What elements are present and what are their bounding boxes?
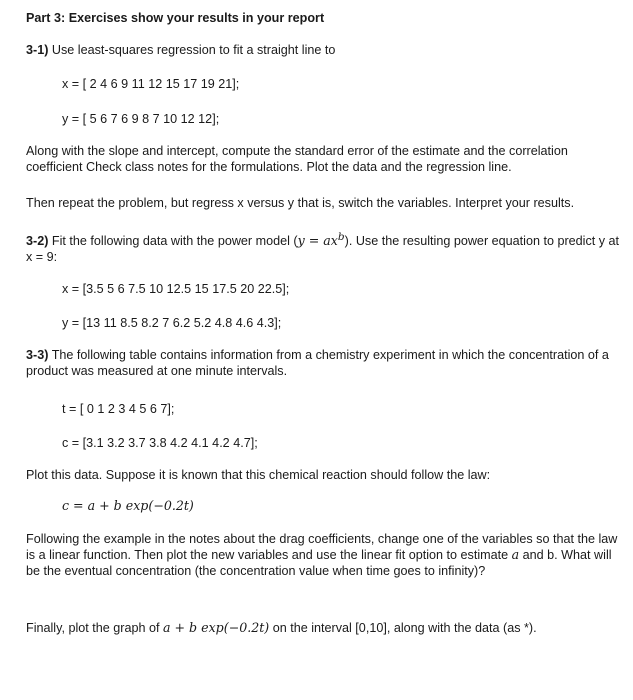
final-text-a: Finally, plot the graph of [26, 621, 163, 635]
exercise-number: 3-1) [26, 43, 49, 57]
page-title: Part 3: Exercises show your results in your report [26, 11, 325, 25]
exercise-number: 3-2) [26, 234, 49, 249]
data-c-3-3: c = [3.1 3.2 3.7 3.8 4.2 4.1 4.2 4.7]; [62, 436, 258, 450]
exercise-3-1-intro [26, 42, 626, 58]
paragraph-3-1-instructions: Along with the slope and intercept, compute the standard error of the estimate and the correlation coefficient Check class notes for the formulations. Plot the data and the regression line. [26, 144, 568, 174]
following-text-a: Following the example in the notes about the drag coefficients, change one of the variables so that the law is a linear function. Then plot the new variables and use the linear fit option to estimate [26, 532, 618, 562]
data-y-3-1: y = [ 5 6 7 6 9 8 7 10 12 12]; [62, 112, 220, 126]
data-t-3-3: t = [ 0 1 2 3 4 5 6 7]; [62, 402, 175, 416]
final-equation: a + b exp(−0.2t) [162, 620, 270, 635]
following-text-b: and b. What will be the eventual concentration (the concentration value when time goes to infinity)? [26, 548, 612, 578]
exercise-text-b: ). Use the resulting power equation to predict y at x = 9: [26, 234, 620, 265]
exercise-number: 3-3) [26, 348, 49, 362]
exercise-text-a: Fit the following data with the power model ( [51, 234, 298, 249]
chemical-law-equation: c = a + b exp(−0.2t) [62, 498, 194, 513]
paragraph-3-1-repeat: Then repeat the problem, but regress x versus y that is, switch the variables. Interpret your results. [26, 196, 575, 210]
paragraph-3-3-final [26, 620, 626, 636]
paragraph-3-3-plot: Plot this data. Suppose it is known that this chemical reaction should follow the law: [26, 468, 491, 482]
exercise-text: The following table contains information from a chemistry experiment in which the concentration of a product was measured at one minute intervals. [26, 348, 609, 378]
variable-a: a [511, 547, 520, 562]
data-y-3-2: y = [13 11 8.5 8.2 7 6.2 5.2 4.8 4.6 4.3]; [62, 316, 282, 330]
exercise-3-3-intro [26, 347, 626, 379]
data-x-3-2: x = [3.5 5 6 7.5 10 12.5 15 17.5 20 22.5]; [62, 282, 290, 296]
power-model-base: y = ax [297, 233, 338, 249]
exercise-text: Use least-squares regression to fit a straight line to [51, 43, 336, 57]
power-model [298, 233, 345, 248]
exercise-3-2-intro [26, 229, 626, 265]
paragraph-3-3-following [26, 531, 626, 579]
power-model-exponent: b [337, 231, 345, 243]
final-text-b: on the interval [0,10], along with the data (as *). [269, 621, 537, 635]
data-x-3-1: x = [ 2 4 6 9 11 12 15 17 19 21]; [62, 77, 240, 91]
